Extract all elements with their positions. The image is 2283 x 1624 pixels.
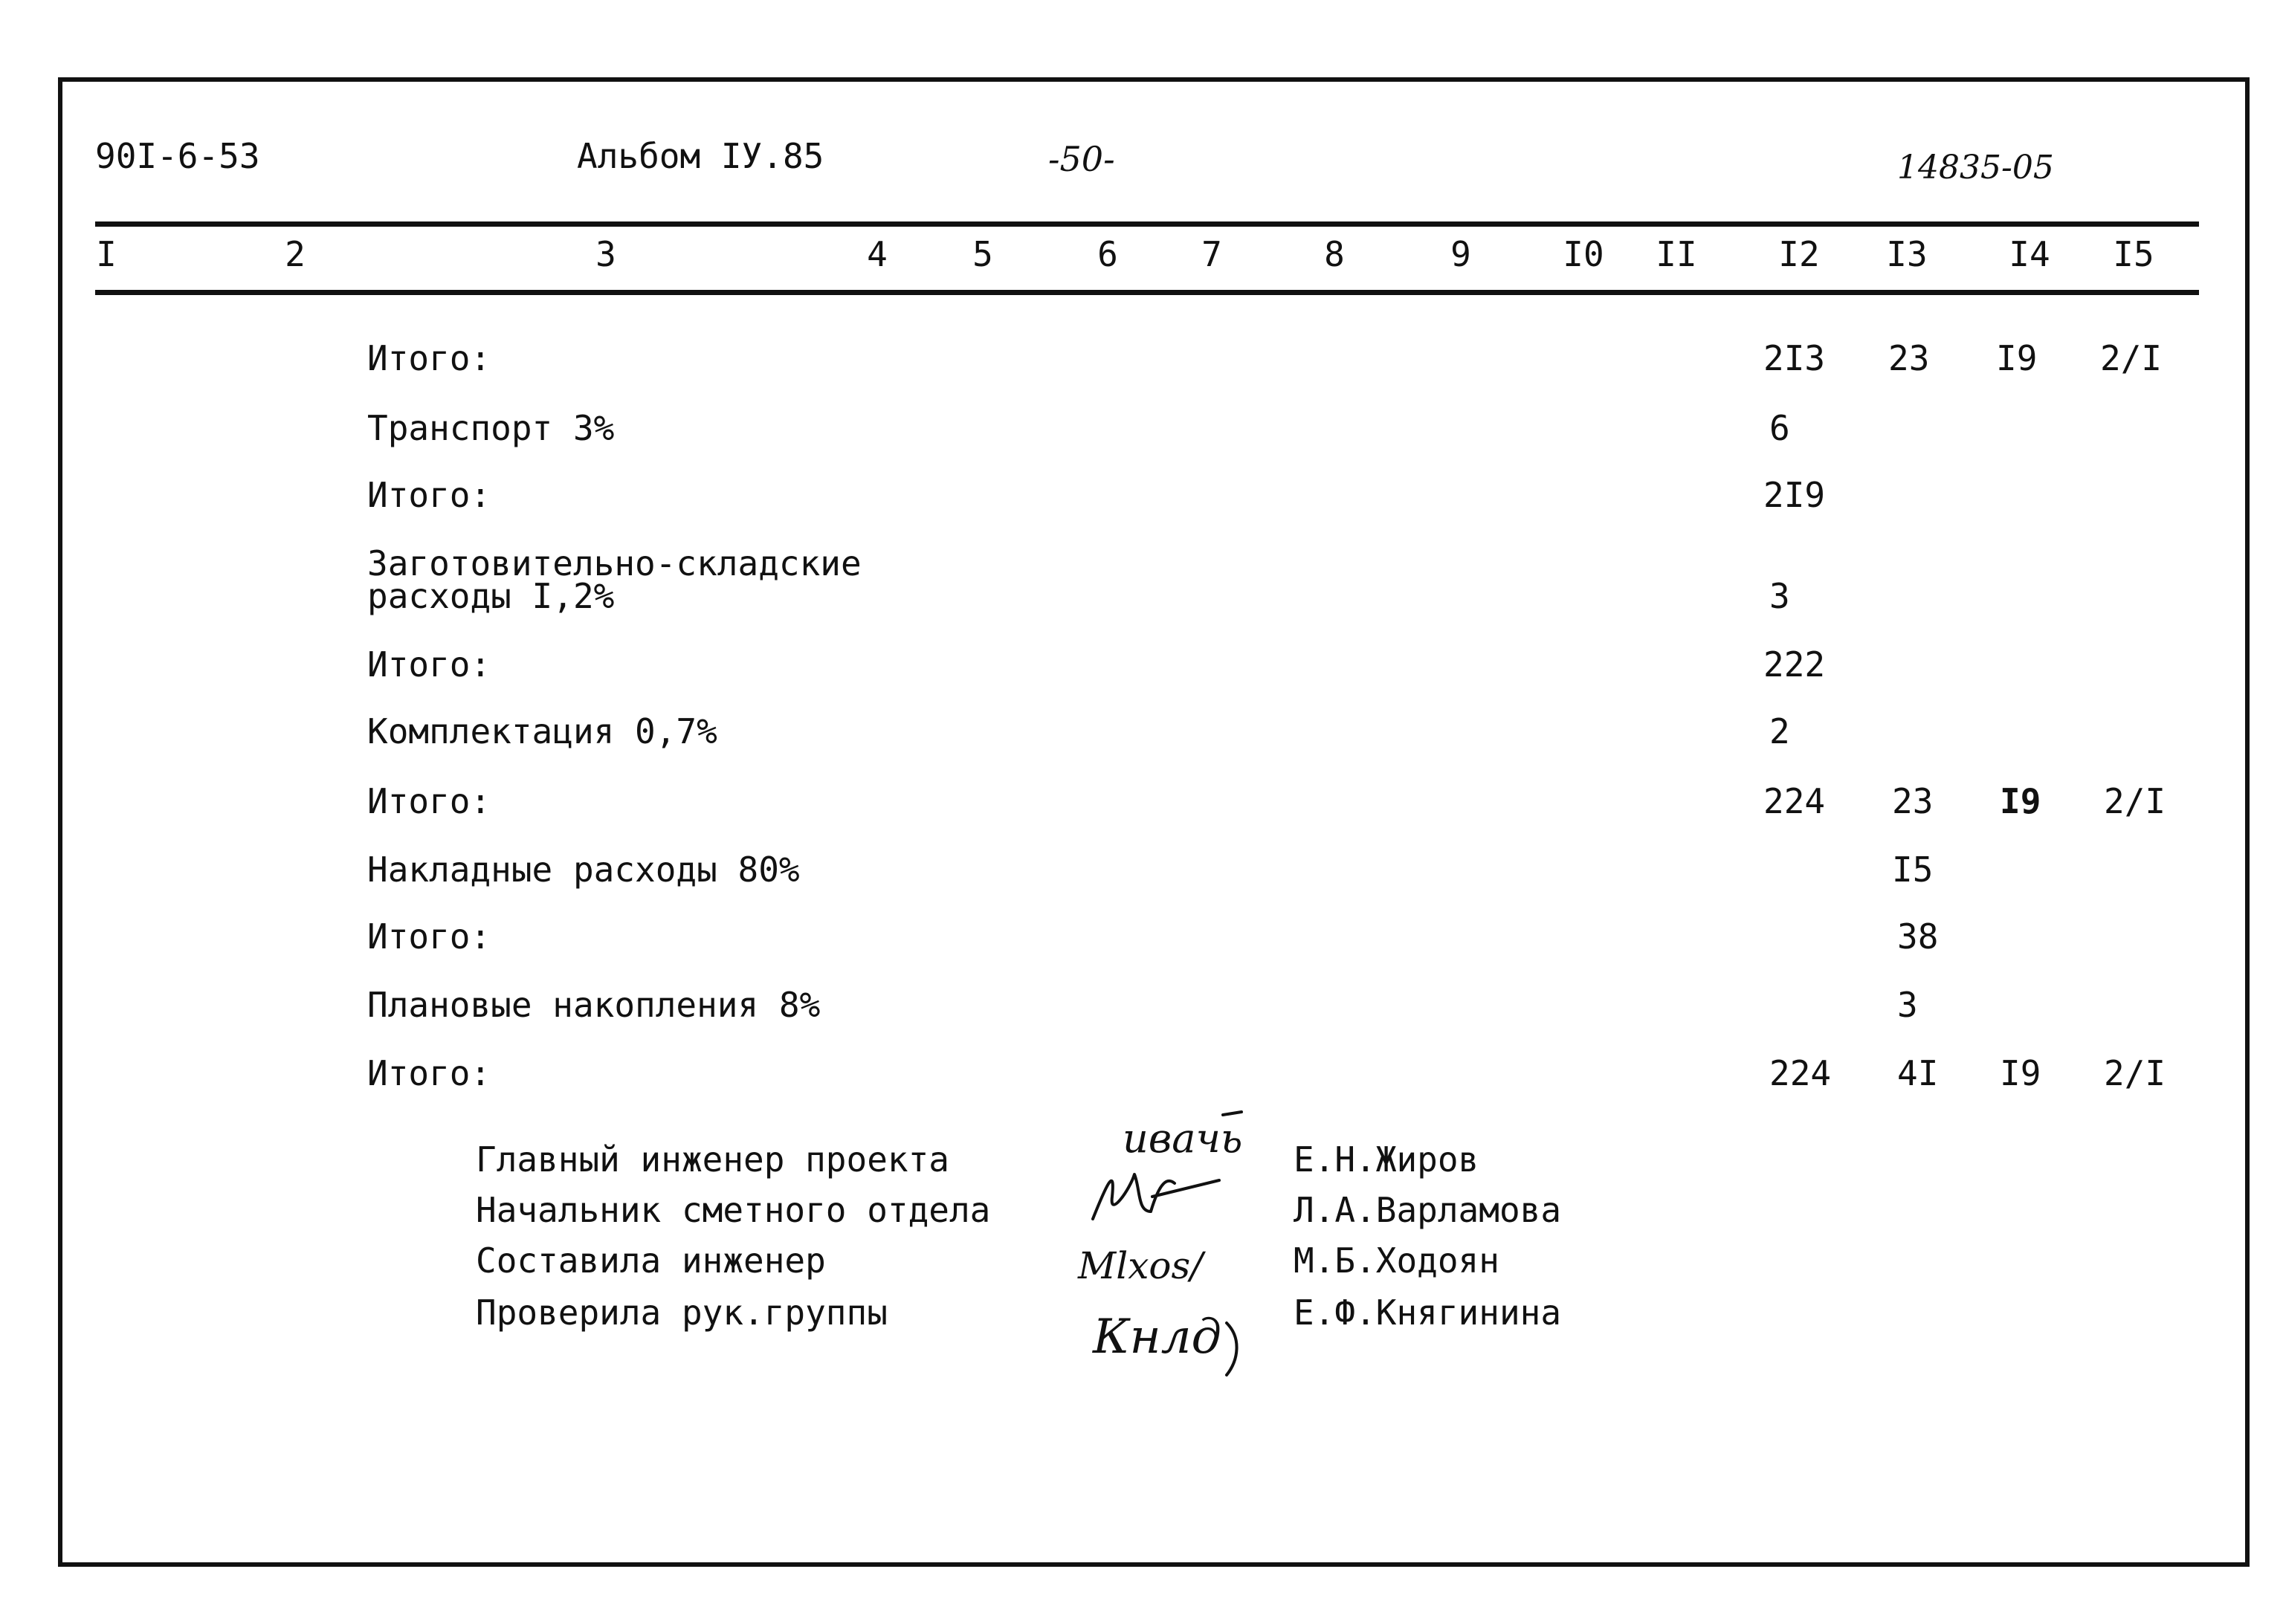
column-number: I4 [2009,234,2050,274]
col13-value: 38 [1897,916,1939,957]
column-number: 6 [1097,234,1118,274]
col13-value: 3 [1897,985,1918,1025]
header-bottom-rule [95,290,2199,295]
row-label: Итого: [367,1053,491,1093]
col12-value: 224 [1769,1053,1832,1093]
signature-stroke [1227,1323,1237,1375]
doc-code: 90I-6-53 [95,136,260,176]
column-number: I [96,234,117,274]
col15-value: 2/I [2104,1053,2166,1093]
row-label: Итого: [367,475,491,515]
row-label: Комплектация 0,7% [367,711,717,751]
col13-value: 4I [1897,1053,1939,1093]
handwritten-signatures [1063,1100,1301,1382]
col12-value: 2I3 [1763,338,1826,378]
col13-value: I5 [1892,850,1934,890]
column-number: 5 [972,234,993,274]
signatory-role: Составила инженер [476,1240,826,1281]
signatory-name: М.Б.Ходоян [1294,1240,1499,1281]
signatory-role: Проверила рук.группы [476,1293,888,1333]
col12-value: 222 [1763,644,1826,685]
column-number: I3 [1886,234,1928,274]
signature-head-of-dept [1093,1174,1219,1219]
row-label: Заготовительно-складские [367,543,862,583]
col13-value: 23 [1888,338,1930,378]
column-number: 4 [867,234,888,274]
col15-value: 2/I [2100,338,2163,378]
col13-value: 23 [1892,781,1934,821]
col12-value: 2I9 [1763,475,1826,515]
row-label: Транспорт 3% [367,408,615,448]
signatory-name: Е.Ф.Княгинина [1294,1293,1562,1333]
column-number: 3 [595,234,616,274]
signatory-name: Л.А.Варламова [1294,1190,1562,1230]
signature-checker: Кнлд [1093,1310,1221,1365]
row-label: Накладные расходы 80% [367,850,800,890]
inventory-number: 14835-05 [1897,149,2054,187]
column-number: 2 [285,234,306,274]
page-number: -50- [1048,139,1115,179]
col12-value: 3 [1769,576,1790,616]
signature-compiler: Mlxos/ [1078,1244,1203,1287]
column-number: I0 [1563,234,1604,274]
signatory-role: Начальник сметного отдела [476,1190,991,1230]
col12-value: 2 [1769,711,1790,751]
col14-value: I9 [2000,781,2041,821]
column-number: I2 [1778,234,1820,274]
header-top-rule [95,221,2199,227]
signatory-name: Е.Н.Жиров [1294,1139,1479,1180]
col14-value: I9 [2000,1053,2041,1093]
column-number: I5 [2113,234,2154,274]
column-number: II [1656,234,1697,274]
col12-value: 224 [1763,781,1826,821]
col12-value: 6 [1769,408,1790,448]
col14-value: I9 [1996,338,2038,378]
row-label: Итого: [367,644,491,685]
col15-value: 2/I [2104,781,2166,821]
column-number: 9 [1450,234,1471,274]
row-label: Итого: [367,781,491,821]
row-label: Итого: [367,338,491,378]
column-number: 8 [1324,234,1345,274]
column-number: 7 [1201,234,1222,274]
signatory-role: Главный инженер проекта [476,1139,949,1180]
row-label: Плановые накопления 8% [367,985,821,1025]
row-label: Итого: [367,916,491,957]
album-label: Альбом IУ.85 [577,136,824,176]
row-label-continued: расходы I,2% [367,576,615,616]
signature-chief-engineer: ивачь [1123,1115,1243,1162]
